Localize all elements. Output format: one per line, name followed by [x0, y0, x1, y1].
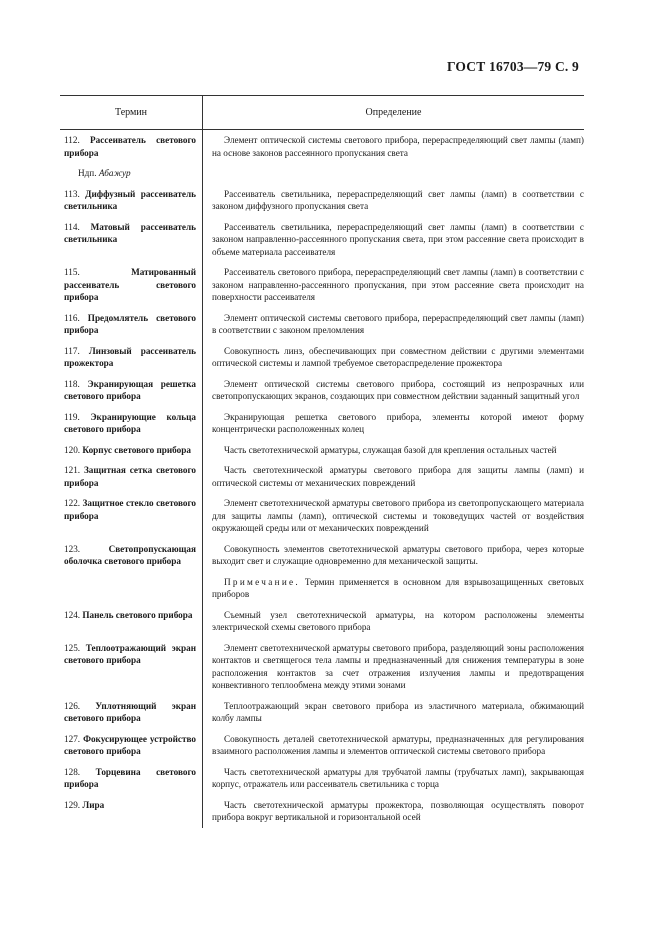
table-header [60, 95, 584, 130]
term-name: Диффузный рассеиватель светильника [64, 188, 196, 211]
definition-cell [202, 795, 584, 828]
term-cell [60, 262, 202, 308]
term-cell [60, 163, 202, 184]
definition-text: Рассеиватель светильника, перераспределяющий свет лампы (ламп) в соответствии с законом направленно-рассеянного пропускания света, при этом рассеяние света происходит в объеме материала рассеивателя [212, 221, 584, 257]
table-row [60, 184, 584, 217]
definition-text: Рассеиватель светового прибора, перераспределяющий свет лампы (ламп) в соответствии с законом направленно-рассеянного пропускания, при этом рассеяние света происходит на поверхности рассеивателя [212, 267, 584, 302]
definition-cell [202, 341, 584, 374]
definition-text: Совокупность элементов светотехнической арматуры светового прибора, через которые выходит свет и служащие одновременно для механической защиты. [212, 543, 584, 566]
term-number: 127. [64, 733, 81, 744]
definition-text: Часть светотехнической арматуры прожектора, позволяющая осуществлять поворот прибора вокруг вертикальной и горизонтальной осей [212, 799, 584, 822]
term-cell [60, 130, 202, 163]
term-cell [60, 795, 202, 828]
term-name: Экранирующая решетка светового прибора [64, 378, 196, 401]
term-name: Защитное стекло светового прибора [64, 498, 197, 521]
definition-text: Элемент светотехнической арматуры светового прибора из светопропускающего материала для защиты лампы (ламп), оптической системы и токоведущих частей от воздействия окружающей среды или от механических повреждений [212, 498, 584, 533]
term-number: 124. [64, 609, 81, 620]
definition-text: Элемент светотехнической арматуры светового прибора, разделяющий зоны расположения контактов и светящегося тела лампы и предназначенный для снижения температуры в зоне расположения контактов за счет отражения излучения лампы и предотвращения конвективного теплообмена между этими зонами [212, 642, 584, 690]
table-row [60, 762, 584, 795]
table-row [60, 163, 584, 184]
term-number: 115. [64, 267, 80, 277]
term-cell [60, 341, 202, 374]
definition-cell [202, 262, 584, 308]
term-cell [60, 407, 202, 440]
term-name: Корпус светового прибора [82, 444, 191, 455]
table-row [60, 572, 584, 605]
definition-text: Совокупность деталей светотехнической арматуры, предназначенных для регулирования взаимного расположения лампы и элементов оптической системы светового прибора [212, 733, 584, 756]
term-cell [60, 308, 202, 341]
definition-text: Термин применяется в основном для взрывозащищенных световых приборов [212, 576, 584, 599]
term-cell [60, 493, 202, 539]
page-header: ГОСТ 16703—79 С. 9 [446, 59, 579, 74]
term-number: 113. [64, 188, 80, 199]
term-number: 117. [64, 345, 80, 356]
table-row [60, 130, 584, 163]
term-name: Абажур [98, 168, 131, 178]
term-number: 118. [64, 378, 80, 389]
definition-cell [202, 493, 584, 539]
term-number: 121. [64, 465, 81, 475]
term-number: 129. [64, 799, 81, 810]
table-row [60, 696, 584, 729]
definition-cell [202, 605, 584, 638]
term-number: 125. [64, 642, 81, 653]
term-name: Экранирующие кольца светового прибора [64, 411, 196, 434]
term-cell [60, 572, 202, 605]
term-cell [60, 729, 202, 762]
definition-cell [202, 130, 584, 163]
term-name: Лира [82, 799, 105, 810]
term-number: 116. [64, 312, 80, 323]
note-label: Примечание. [224, 576, 301, 587]
definition-cell [202, 440, 584, 461]
definition-text: Элемент оптической системы светового прибора, перераспределяющий свет лампы (ламп) в соответствии с законом преломления [212, 312, 584, 335]
definition-text: Совокупность линз, обеспечивающих при совместном действии с другими элементами оптической системы и лампой требуемое светораспределение прожектора [212, 345, 584, 368]
term-number: 123. [64, 543, 81, 554]
definition-cell [202, 539, 584, 572]
term-cell [60, 696, 202, 729]
term-name: Предомлятель светового прибора [64, 312, 197, 335]
term-number: 122. [64, 498, 81, 508]
table-row [60, 539, 584, 572]
term-name: Линзовый рассеиватель прожектора [64, 345, 196, 368]
term-name: Панель светового прибора [82, 609, 193, 620]
term-cell [60, 762, 202, 795]
definition-text: Часть светотехнической арматуры светового прибора для защиты лампы (ламп) и оптической системы от механических повреждений [212, 465, 584, 488]
definition-text: Теплоотражающий экран светового прибора из эластичного материала, обжимающий колбу лампы [212, 700, 584, 723]
term-cell [60, 605, 202, 638]
column-header-term: Термин [114, 107, 148, 118]
definition-cell [202, 696, 584, 729]
definition-cell [202, 407, 584, 440]
term-cell [60, 460, 202, 493]
term-name: Фокусирующее устройство светового прибора [64, 733, 196, 756]
table-row [60, 407, 584, 440]
definition-cell [202, 374, 584, 407]
table-row [60, 460, 584, 493]
term-number: 126. [64, 700, 81, 711]
table-row [60, 217, 584, 263]
term-name: Рассеиватель светового прибора [64, 135, 197, 158]
definition-text: Экранирующая решетка светового прибора, элементы которой имеют форму концентрически расположенных колец [212, 411, 584, 434]
definition-cell [202, 729, 584, 762]
table-row [60, 374, 584, 407]
term-number: 119. [64, 411, 80, 422]
term-cell [60, 217, 202, 263]
term-name: Матированный рассеиватель светового прибора [64, 267, 196, 302]
definition-cell [202, 184, 584, 217]
definition-text: Часть светотехнической арматуры для трубчатой лампы (трубчатых ламп), закрывающая корпус, отражатель или рассеиватель светильника с торца [212, 766, 584, 789]
definition-text: Элемент оптической системы светового прибора, перераспределяющий свет лампы (ламп) на основе законов рассеянного пропускания света [212, 135, 584, 158]
column-header-definition: Определение [202, 96, 584, 129]
definition-text: Съемный узел светотехнической арматуры, на котором расположены элементы электрической схемы светового прибора [212, 609, 584, 632]
term-name: Защитная сетка светового прибора [64, 465, 196, 488]
term-name: Светопропускающая оболочка светового прибора [64, 543, 196, 566]
table-row [60, 262, 584, 308]
term-number: 112. [64, 135, 80, 145]
table-row [60, 341, 584, 374]
definition-text: Рассеиватель светильника, перераспределяющий свет лампы (ламп) в соответствии с законом диффузного пропускания света [212, 188, 584, 211]
term-cell [60, 638, 202, 696]
table-row [60, 493, 584, 539]
table-row [60, 638, 584, 696]
definition-cell [202, 762, 584, 795]
definition-cell [202, 572, 584, 605]
term-number: Ндп. [78, 168, 97, 178]
table-row [60, 795, 584, 828]
definition-cell [202, 217, 584, 263]
term-cell [60, 440, 202, 461]
definition-cell [202, 638, 584, 696]
term-number: 128. [64, 766, 81, 777]
term-cell [60, 539, 202, 572]
term-name: Матовый рассеиватель светильника [64, 221, 196, 244]
definition-cell [202, 308, 584, 341]
definition-cell [202, 163, 584, 184]
term-name: Теплоотражающий экран светового прибора [64, 642, 196, 665]
terms-table [60, 95, 584, 828]
term-number: 114. [64, 221, 80, 232]
table-body [60, 130, 584, 828]
table-row [60, 440, 584, 461]
term-cell [60, 374, 202, 407]
term-cell [60, 184, 202, 217]
table-row [60, 729, 584, 762]
term-name: Уплотняющий экран светового прибора [64, 700, 197, 723]
definition-text: Элемент оптической системы светового прибора, состоящий из непрозрачных или светопропускающих экранов, создающих при совместном действии заданный защитный угол [212, 378, 584, 401]
definition-text: Часть светотехнической арматуры, служащая базой для крепления остальных частей [224, 444, 557, 455]
term-number: 120. [64, 444, 81, 455]
definition-cell [202, 460, 584, 493]
table-row [60, 605, 584, 638]
term-name: Торцевина светового прибора [64, 766, 196, 789]
table-row [60, 308, 584, 341]
